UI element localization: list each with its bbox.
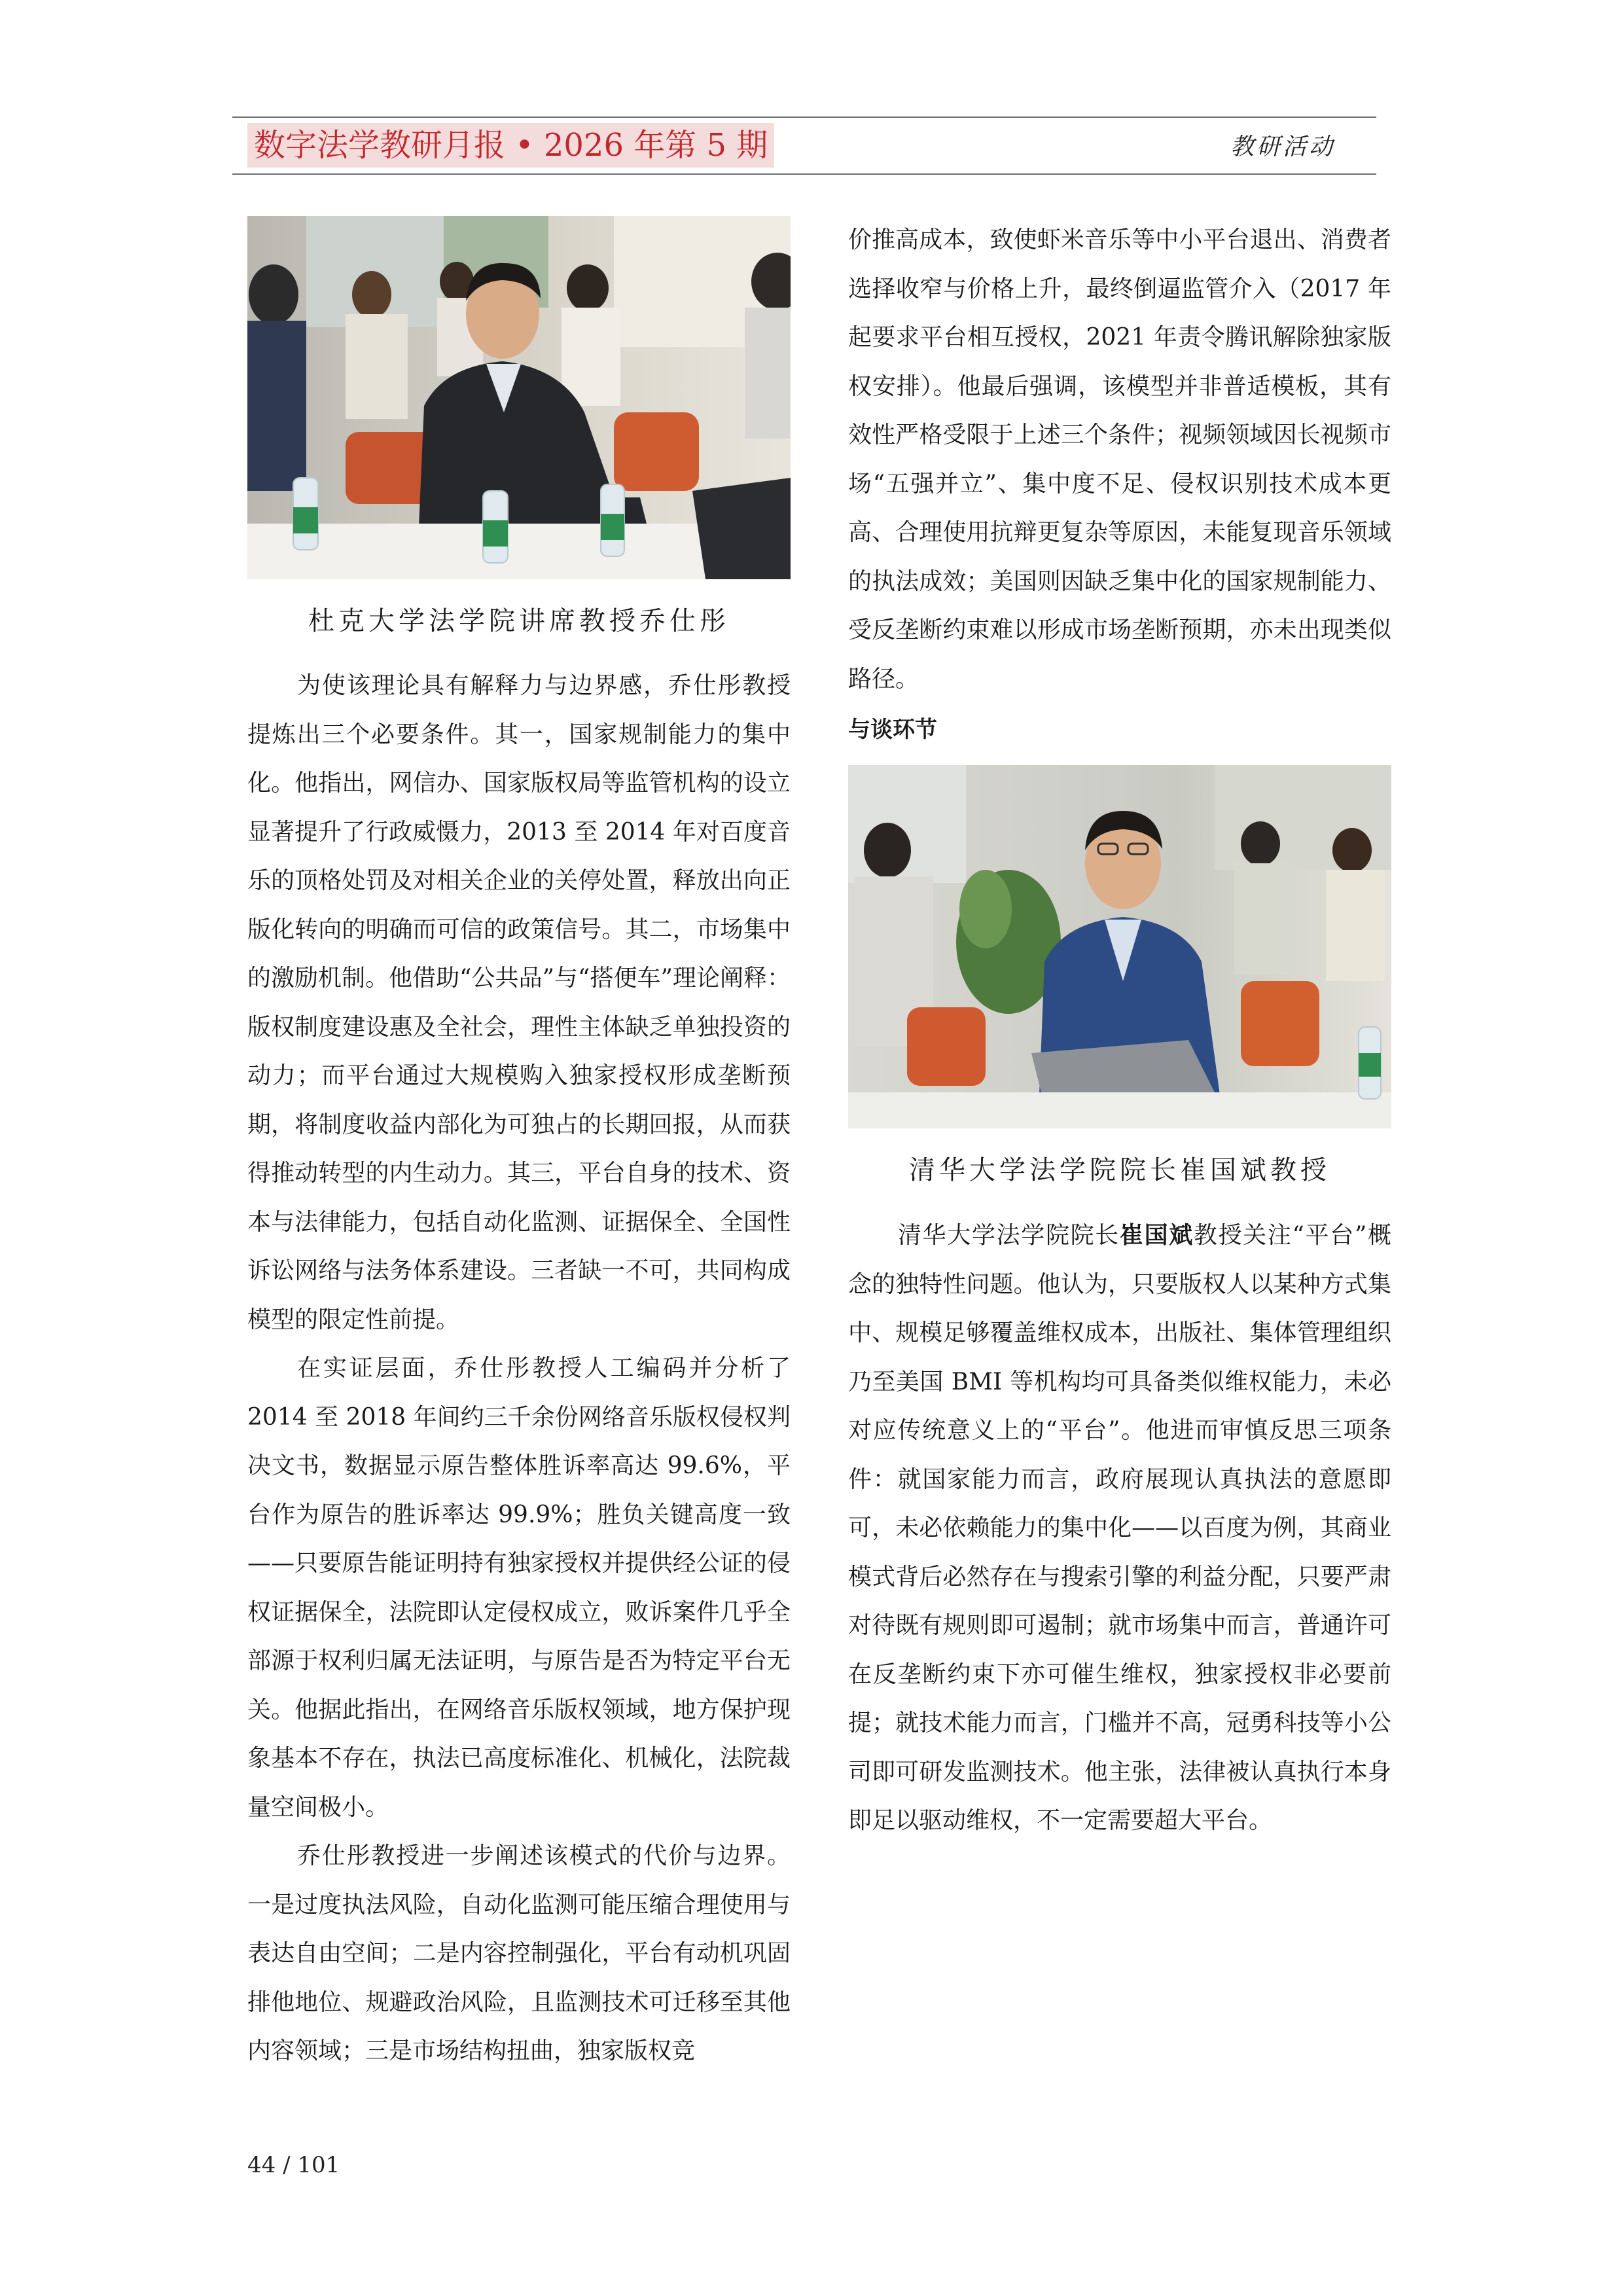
body-paragraph: 乔仕彤教授进一步阐述该模式的代价与边界。一是过度执法风险，自动化监测可能压缩合理使用与表达自由空间；二是内容控制强化，平台有动机巩固排他地位、规避政治风险，且监测技术可迁移至其他内容领域；三是市场结构扭曲，独家版权竞	[247, 1842, 791, 2064]
body-paragraph-continued: 价推高成本，致使虾米音乐等中小平台退出、消费者选择收窄与价格上升，最终倒逼监管介入（2017 年起要求平台相互授权，2021 年责令腾讯解除独家版权安排）。他最后强调，该模型并非普适模板，其有效性严格受限于上述三个条件；视频领域因长视频市场“五强并立”、集中度不足、侵权识别技术成本更高、合理使用抗辩更复杂等原因，未能复现音乐领域的执法成效；美国则因缺乏集中化的国家规制能力、受反垄断约束难以形成市场垄断预期，亦未出现类似路径。	[848, 226, 1391, 692]
photo-cui-guobin	[848, 765, 1391, 1128]
body-paragraph	[848, 1211, 1391, 1846]
photo-qiao-shitong-image	[247, 216, 791, 579]
photo-qiao-shitong	[247, 216, 791, 579]
person-name: 崔国斌	[1119, 1221, 1194, 1249]
photo-caption-left: 杜克大学法学院讲席教授乔仕彤	[308, 606, 730, 636]
journal-title: 数字法学教研月报 • 2026 年第 5 期	[247, 123, 774, 168]
para-lead: 清华大学法学院院长	[898, 1222, 1120, 1249]
section-name: 教研活动	[1230, 134, 1336, 160]
header-rule-bottom	[232, 173, 1376, 175]
para-rest: 教授关注“平台”概念的独特性问题。他认为，只要版权人以某种方式集中、规模足够覆盖维权成本，出版社、集体管理组织乃至美国 BMI 等机构均可具备类似维权能力，未必对应传统意义上的“平台”。他进而审慎反思三项条件：就国家能力而言，政府展现认真执法的意愿即可，未必依赖能力的集中化——以百度为例，其商业模式背后必然存在与搜索引擎的利益分配，只要严肃对待既有规则即可遏制；就市场集中而言，普通许可在反垄断约束下亦可催生维权，独家授权非必要前提；就技术能力而言，门槛并不高，冠勇科技等小公司即可研发监测技术。他主张，法律被认真执行本身即足以驱动维权，不一定需要超大平台。	[848, 1222, 1391, 1834]
body-paragraph: 在实证层面，乔仕彤教授人工编码并分析了 2014 至 2018 年间约三千余份网络音乐版权侵权判决文书，数据显示原告整体胜诉率高达 99.6%，平台作为原告的胜诉率达 99.9%；胜负关键高度一致——只要原告能证明持有独家授权并提供经公证的侵权证据保全，法院即认定侵权成立，败诉案件几乎全部源于权利归属无法证明，与原告是否为特定平台无关。他据此指出，在网络音乐版权领域，地方保护现象基本不存在，执法已高度标准化、机械化，法院裁量空间极小。	[247, 1355, 791, 1821]
left-column	[247, 216, 791, 2076]
section-subheading: 与谈环节	[848, 717, 937, 743]
right-column	[848, 216, 1391, 1846]
page-number: 44 / 101	[247, 2152, 340, 2178]
body-paragraph: 为使该理论具有解释力与边界感，乔仕彤教授提炼出三个必要条件。其一，国家规制能力的集中化。他指出，网信办、国家版权局等监管机构的设立显著提升了行政威慑力，2013 至 2014 年对百度音乐的顶格处罚及对相关企业的关停处置，释放出向正版化转向的明确而可信的政策信号。其二，市场集中的激励机制。他借助“公共品”与“搭便车”理论阐释：版权制度建设惠及全社会，理性主体缺乏单独投资的动力；而平台通过大规模购入独家授权形成垄断预期，将制度收益内部化为可独占的长期回报，从而获得推动转型的内生动力。其三，平台自身的技术、资本与法律能力，包括自动化监测、证据保全、全国性诉讼网络与法务体系建设。三者缺一不可，共同构成模型的限定性前提。	[247, 672, 791, 1333]
header-rule-top	[232, 117, 1376, 118]
photo-cui-guobin-image	[848, 765, 1391, 1128]
photo-caption-right: 清华大学法学院院长崔国斌教授	[909, 1155, 1330, 1185]
